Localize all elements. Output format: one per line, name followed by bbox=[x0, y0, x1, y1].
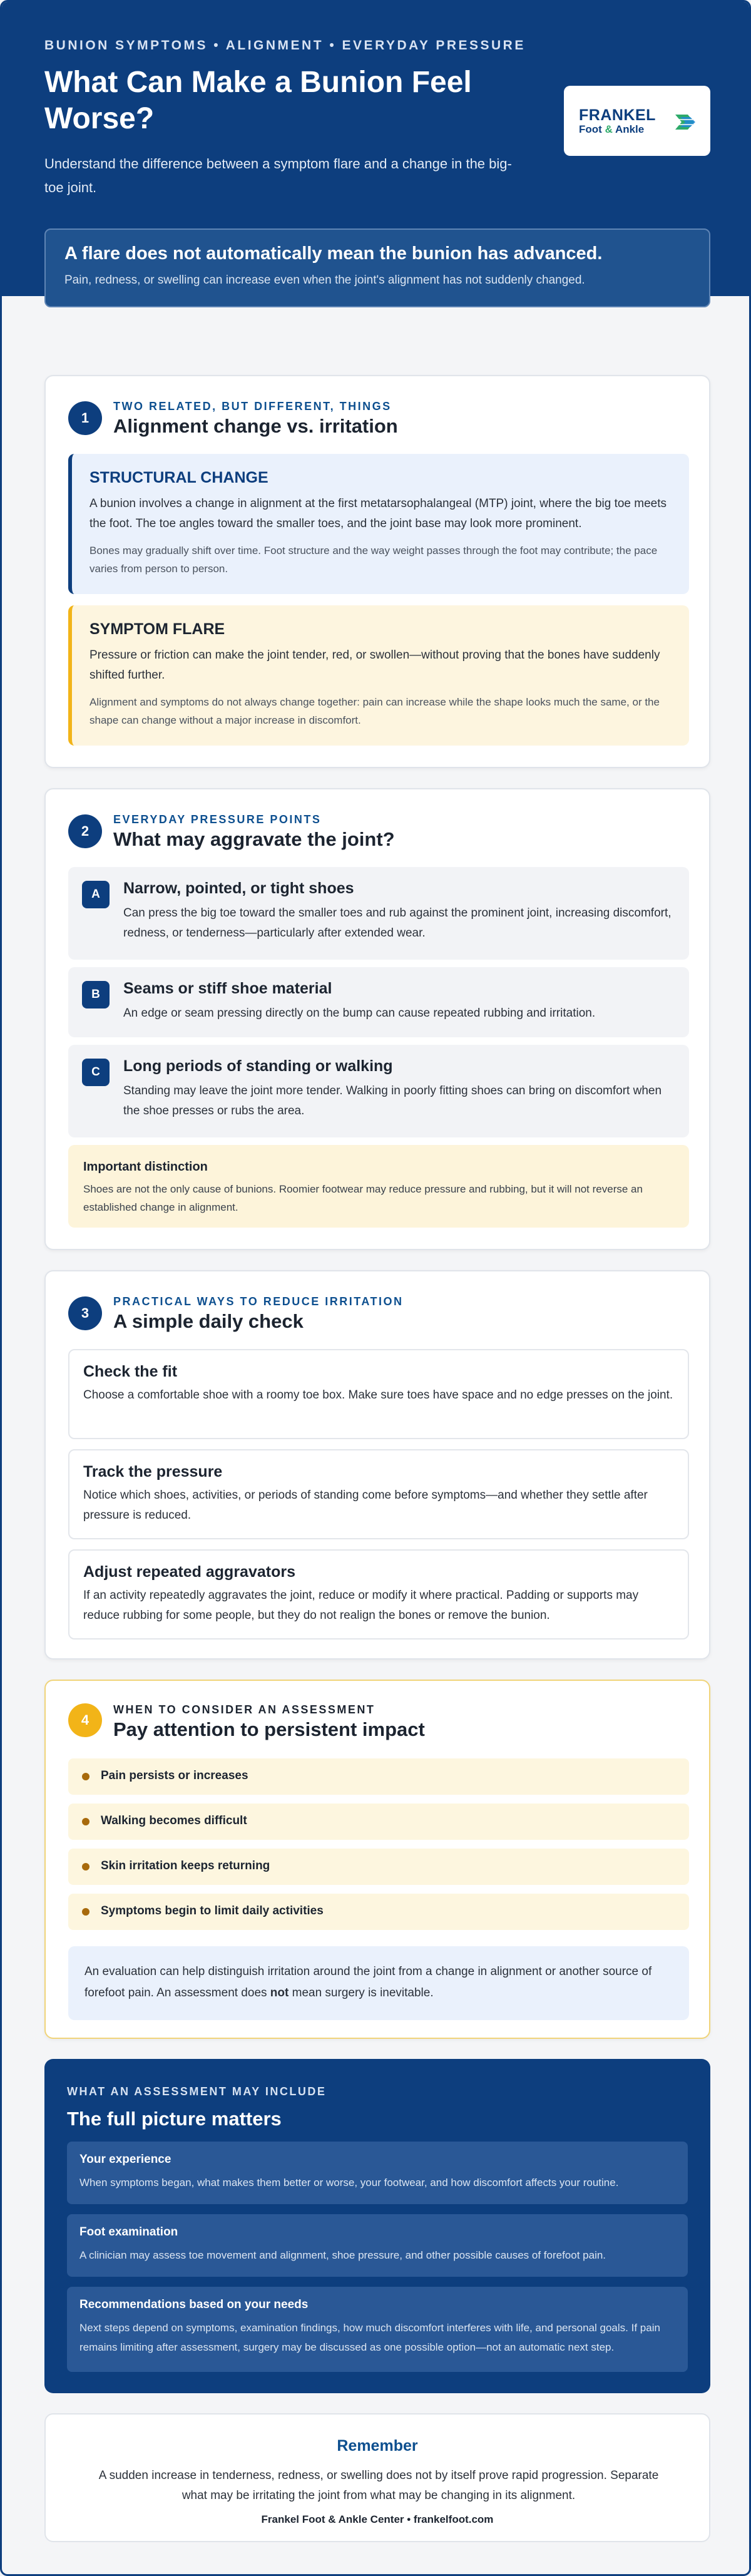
bullet-text: Pain persists or increases bbox=[101, 1769, 248, 1782]
section-title: A simple daily check bbox=[113, 1310, 304, 1332]
item-body: Standing may leave the joint more tender. Walking in poorly fitting shoes can bring on discomfort when the shoe presses or rubs the area. bbox=[123, 1084, 662, 1117]
list-item bbox=[68, 1045, 689, 1137]
logo bbox=[564, 86, 710, 156]
section-daily-check bbox=[44, 1270, 710, 1660]
callout-body: Shoes are not the only cause of bunions. Roomier footwear may reduce pressure and rubbing, but it will not reverse an established change in alignment. bbox=[83, 1183, 643, 1213]
section-number-badge: 4 bbox=[68, 1703, 102, 1737]
check-body: Choose a comfortable shoe with a roomy toe box. Make sure toes have space and no edge presses on the joint. bbox=[83, 1388, 673, 1402]
hero-subtitle: Understand the difference between a symptom flare and a change in the big-toe joint. bbox=[44, 156, 512, 195]
remember-card bbox=[44, 2413, 710, 2542]
bullet-text: Walking becomes difficult bbox=[101, 1814, 247, 1827]
assessment-includes-panel bbox=[44, 2059, 710, 2393]
check-body: Notice which shoes, activities, or periods of standing come before symptoms—and whether they settle after pressure is reduced. bbox=[83, 1489, 648, 1522]
hero-header bbox=[2, 2, 751, 296]
item-letter-badge: A bbox=[82, 881, 110, 908]
check-title: Track the pressure bbox=[83, 1463, 223, 1480]
assessment-item-title: Recommendations based on your needs bbox=[79, 2298, 309, 2311]
check-title: Adjust repeated aggravators bbox=[83, 1563, 295, 1581]
item-body: Can press the big toe toward the smaller toes and rub against the prominent joint, increasing discomfort, redness, or tenderness—particularly after extended wear. bbox=[123, 906, 672, 940]
section-number-badge: 2 bbox=[68, 814, 102, 848]
section-title: Alignment change vs. irritation bbox=[113, 415, 398, 437]
item-body: An edge or seam pressing directly on the bump can cause repeated rubbing and irritation. bbox=[123, 1007, 596, 1020]
assessment-item-title: Foot examination bbox=[79, 2225, 178, 2239]
section-title: The full picture matters bbox=[67, 2108, 282, 2130]
hero-kicker: BUNION SYMPTOMS • ALIGNMENT • EVERYDAY PRESSURE bbox=[44, 38, 526, 53]
hero-callout bbox=[44, 228, 710, 307]
section-kicker: EVERYDAY PRESSURE POINTS bbox=[113, 813, 322, 826]
item-title: Narrow, pointed, or tight shoes bbox=[123, 880, 354, 897]
bullet-dot-icon bbox=[82, 1818, 89, 1825]
item-title: Long periods of standing or walking bbox=[123, 1057, 393, 1075]
panel-note: Bones may gradually shift over time. Foot structure and the way weight passes through the foot may contribute; the pace varies from person to person. bbox=[89, 545, 658, 575]
bullet-dot-icon bbox=[82, 1773, 89, 1780]
assessment-note-text: An evaluation can help distinguish irritation around the joint from a change in alignment or another source of forefoot pain. An assessment does not mean surgery is inevitable. bbox=[84, 1965, 652, 1999]
symptom-flare-panel bbox=[68, 605, 689, 746]
bullet-text: Skin irritation keeps returning bbox=[101, 1859, 270, 1872]
section-kicker: WHEN TO CONSIDER AN ASSESSMENT bbox=[113, 1703, 376, 1716]
section-title: Pay attention to persistent impact bbox=[113, 1718, 425, 1740]
remember-body: A sudden increase in tenderness, redness, or swelling does not by itself prove rapid progression. Separate what may be irritating the joint from what may be changing in its alignment. bbox=[98, 2469, 659, 2502]
item-title: Seams or stiff shoe material bbox=[123, 980, 332, 997]
list-item bbox=[68, 1849, 689, 1885]
section-number-badge: 1 bbox=[68, 401, 102, 435]
list-item bbox=[68, 1758, 689, 1795]
assessment-item-body: A clinician may assess toe movement and alignment, shoe pressure, and other possible causes of forefoot pain. bbox=[79, 2249, 606, 2261]
important-distinction-callout bbox=[68, 1145, 689, 1228]
item-letter-badge: B bbox=[82, 981, 110, 1008]
assessment-item bbox=[67, 2214, 688, 2277]
panel-body: A bunion involves a change in alignment at the first metatarsophalangeal (MTP) joint, where the big toe meets the foot. The toe angles toward the smaller toes, and the joint base may look more prominent. bbox=[89, 497, 667, 530]
section-title: What may aggravate the joint? bbox=[113, 828, 395, 850]
check-title: Check the fit bbox=[83, 1363, 178, 1380]
panel-note: Alignment and symptoms do not always change together: pain can increase while the shape looks much the same, or the shape can change without a major increase in discomfort. bbox=[89, 696, 660, 726]
logo-wordmark: FRANKEL bbox=[579, 106, 656, 124]
check-item bbox=[68, 1449, 689, 1539]
panel-title: STRUCTURAL CHANGE bbox=[89, 469, 268, 486]
remember-title: Remember bbox=[337, 2437, 418, 2455]
list-item bbox=[68, 1804, 689, 1840]
check-body: If an activity repeatedly aggravates the joint, reduce or modify it where practical. Padding or supports may reduce rubbing for some people, but they do not realign the bones or remove the bunion. bbox=[83, 1589, 639, 1622]
assessment-item-body: When symptoms began, what makes them better or worse, your footwear, and how discomfort affects your routine. bbox=[79, 2177, 619, 2189]
hero-callout-title: A flare does not automatically mean the bunion has advanced. bbox=[64, 244, 603, 264]
check-item bbox=[68, 1349, 689, 1439]
hero-callout-body: Pain, redness, or swelling can increase even when the joint's alignment has not suddenly changed. bbox=[64, 274, 585, 287]
assessment-item bbox=[67, 2287, 688, 2372]
item-letter-badge: C bbox=[82, 1059, 110, 1086]
bullet-dot-icon bbox=[82, 1908, 89, 1916]
assessment-item-body: Next steps depend on symptoms, examination findings, how much discomfort interferes with life, and personal goals. If pain remains limiting after assessment, surgery may be discussed as one possible option—not an automatic next step. bbox=[79, 2322, 660, 2353]
logo-mark-icon bbox=[674, 110, 699, 135]
section-kicker: WHAT AN ASSESSMENT MAY INCLUDE bbox=[67, 2085, 327, 2098]
assessment-item-title: Your experience bbox=[79, 2153, 171, 2166]
list-item bbox=[68, 967, 689, 1037]
structural-change-panel bbox=[68, 454, 689, 594]
bullet-dot-icon bbox=[82, 1863, 89, 1870]
section-kicker: PRACTICAL WAYS TO REDUCE IRRITATION bbox=[113, 1295, 404, 1308]
page-title: What Can Make a Bunion Feel Worse? bbox=[44, 66, 472, 135]
panel-title: SYMPTOM FLARE bbox=[89, 620, 225, 638]
list-item bbox=[68, 867, 689, 960]
panel-body: Pressure or friction can make the joint tender, red, or swollen—without proving that the bones have suddenly shifted further. bbox=[89, 649, 660, 682]
section-number-badge: 3 bbox=[68, 1296, 102, 1330]
bullet-text: Symptoms begin to limit daily activities bbox=[101, 1904, 324, 1917]
logo-subtitle: Foot & Ankle bbox=[579, 123, 645, 135]
check-item bbox=[68, 1549, 689, 1640]
section-kicker: TWO RELATED, BUT DIFFERENT, THINGS bbox=[113, 400, 392, 413]
assessment-item bbox=[67, 2142, 688, 2204]
footer-credit: Frankel Foot & Ankle Center • frankelfoot.com bbox=[261, 2513, 494, 2525]
assessment-note bbox=[68, 1946, 689, 2020]
section-when-to-assess bbox=[44, 1680, 710, 2039]
callout-title: Important distinction bbox=[83, 1160, 208, 1174]
section-alignment-vs-irritation bbox=[44, 375, 710, 768]
list-item bbox=[68, 1894, 689, 1930]
section-pressure-points bbox=[44, 788, 710, 1250]
